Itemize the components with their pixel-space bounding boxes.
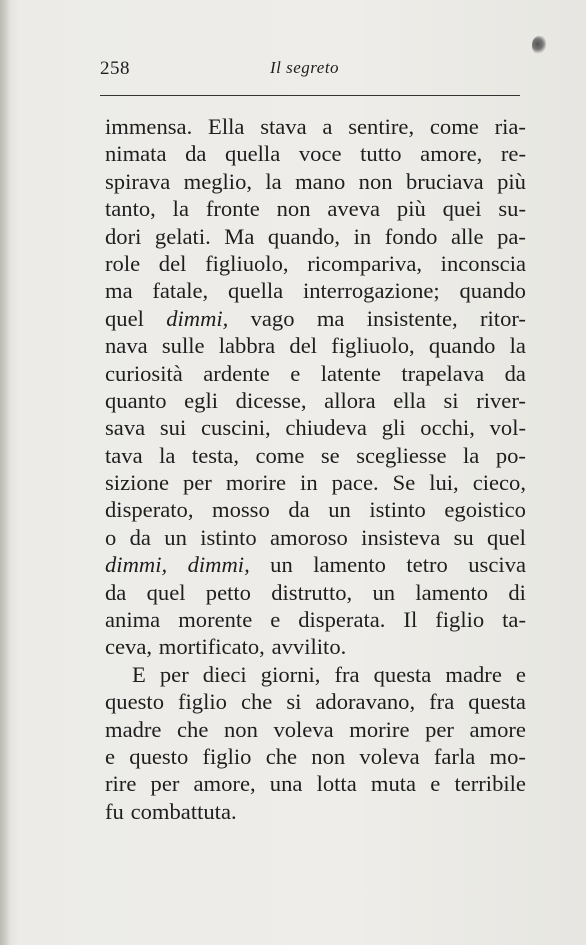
word: dori (105, 223, 142, 249)
word: questo (129, 743, 189, 769)
word: non (358, 168, 393, 194)
text-line (105, 223, 526, 250)
word: mano (295, 168, 346, 194)
word: questo (105, 689, 164, 715)
word: insisteva (361, 524, 441, 550)
word: ceva, (105, 634, 153, 660)
text-line (105, 496, 526, 523)
word: trapelava (401, 360, 485, 386)
text-line (105, 469, 526, 496)
word: alle (450, 223, 484, 249)
text-line (105, 113, 526, 140)
word: da (185, 141, 207, 167)
word: figlio (178, 689, 227, 715)
word: dimmi, (187, 552, 250, 578)
word: egli (184, 387, 219, 413)
word: e (270, 607, 281, 633)
word: ardente (203, 360, 270, 386)
text-line (105, 277, 526, 304)
word: lui, (429, 470, 459, 496)
word: sulle (161, 333, 205, 359)
word: aveva (327, 196, 381, 222)
word: role (105, 250, 141, 276)
word: river- (476, 387, 526, 413)
word: vol- (489, 415, 526, 441)
word: quanto (105, 387, 167, 413)
word: anima (105, 607, 161, 633)
word: un (270, 552, 293, 578)
word: interrogazione; (302, 278, 440, 304)
word: un (164, 524, 187, 550)
word: Ella (208, 114, 245, 139)
word: che (240, 689, 273, 715)
word: tutto (360, 141, 402, 167)
word: questa (468, 689, 526, 715)
word: ricompariva, (307, 250, 423, 276)
text-line (105, 551, 526, 578)
page-gutter-shadow (0, 0, 10, 945)
word: madre (105, 716, 162, 742)
word: dicesse, (235, 387, 307, 413)
word: insistente, (366, 305, 458, 331)
word: morire (225, 470, 287, 496)
word: scegliesse (356, 442, 447, 468)
word: per (182, 470, 212, 496)
word: quel (487, 524, 526, 550)
word: amoroso (270, 524, 348, 550)
word: dieci (202, 661, 247, 687)
word: fra (429, 689, 455, 715)
text-line (105, 716, 526, 743)
word: immensa. (105, 114, 193, 139)
word: si (443, 387, 459, 413)
word: di (508, 579, 526, 605)
word: fondo (384, 223, 438, 249)
text-line (105, 250, 526, 277)
word: meglio, (183, 168, 253, 194)
page-number: 258 (100, 58, 130, 79)
word: si (286, 689, 302, 715)
word: nava (105, 333, 148, 359)
word: tava (105, 442, 143, 468)
word: e (515, 661, 526, 687)
word: morire (349, 716, 410, 742)
word: del (158, 250, 187, 276)
word: da (129, 524, 151, 550)
word: questa (373, 661, 432, 687)
word: voce (298, 141, 342, 167)
word: amore (469, 716, 526, 742)
word: lamento (313, 552, 386, 578)
word: e (105, 743, 116, 769)
text-line (105, 688, 526, 715)
word: farla (433, 743, 476, 769)
word: petto (205, 579, 251, 605)
word: una (269, 771, 303, 797)
word: sui (159, 415, 187, 441)
word: usciva (468, 552, 526, 578)
text-line (105, 305, 526, 332)
word: la (159, 442, 176, 468)
word: per (159, 661, 189, 687)
word: non (276, 196, 311, 222)
word: distrutto, (271, 579, 353, 605)
body-text (105, 113, 526, 825)
word: che (177, 716, 209, 742)
word: quel (146, 579, 186, 605)
word: tetro (406, 552, 448, 578)
word: da (105, 579, 127, 605)
word: a (322, 114, 333, 139)
word: pace. (331, 470, 379, 496)
word: E (132, 661, 146, 687)
word: la (172, 196, 189, 222)
word: avvilito. (271, 634, 347, 660)
word: del (289, 333, 318, 359)
text-line (105, 140, 526, 167)
word: Se (392, 470, 416, 496)
word: ella (393, 387, 426, 413)
word: e (290, 360, 301, 386)
word: madre (445, 661, 502, 687)
text-line (105, 387, 526, 414)
word: non (223, 716, 258, 742)
word: Ma (224, 223, 255, 249)
word: su- (498, 196, 526, 222)
word: se (320, 442, 340, 468)
word: nimata (105, 141, 167, 167)
word: ria- (494, 114, 526, 139)
word: gli (381, 415, 406, 441)
word: bruciava (405, 168, 484, 194)
word: in (300, 470, 318, 496)
word: in (353, 223, 372, 249)
text-line (105, 633, 526, 660)
text-line (105, 360, 526, 387)
word: pa- (497, 223, 526, 249)
word: po- (495, 442, 526, 468)
word: disperata. (298, 607, 386, 633)
word: mosso (212, 497, 270, 523)
text-line (105, 606, 526, 633)
word: o (105, 524, 117, 550)
word: ma (316, 305, 345, 331)
word: quel (105, 305, 144, 331)
word: egoistico (444, 497, 526, 523)
word: cuscini, (201, 415, 271, 441)
word: sizione (105, 470, 169, 496)
word: più (396, 196, 426, 222)
word: lamento (415, 579, 489, 605)
word: muta (370, 771, 417, 797)
word: amore, (420, 141, 483, 167)
word: cieco, (472, 470, 526, 496)
word: la (509, 333, 526, 359)
word: allora (324, 387, 376, 413)
text-line (105, 414, 526, 441)
word: re- (500, 141, 526, 167)
word: fra (334, 661, 360, 687)
word: figliuolo, (331, 333, 415, 359)
word: più (497, 168, 526, 194)
word: istinto (200, 524, 257, 550)
word: inconscia (440, 250, 526, 276)
word: quei (442, 196, 482, 222)
text-line (105, 168, 526, 195)
word: labbra (218, 333, 276, 359)
word: fronte (205, 196, 260, 222)
word: occhi, (420, 415, 475, 441)
word: un (372, 579, 396, 605)
text-line (105, 661, 526, 688)
running-header (100, 58, 520, 88)
word: la (463, 442, 480, 468)
word: quando (459, 278, 526, 304)
word: dimmi, (105, 552, 168, 578)
text-line (105, 770, 526, 797)
word: fatale, (152, 278, 209, 304)
word: come (255, 442, 305, 468)
word: per (425, 716, 454, 742)
word: da (288, 497, 310, 523)
word: figlio (202, 743, 252, 769)
word: che (265, 743, 298, 769)
word: spirava (105, 168, 171, 194)
word: ritor- (479, 305, 526, 331)
word: morente (178, 607, 253, 633)
word: adoravano, (315, 689, 416, 715)
word: dimmi, (166, 305, 229, 331)
word: voleva (359, 743, 420, 769)
word: curiosità (105, 360, 183, 386)
word: quando (428, 333, 496, 359)
word: tanto, (105, 196, 156, 222)
word: latente (320, 360, 381, 386)
text-line (105, 332, 526, 359)
word: sentire, (348, 114, 415, 139)
word: quella (225, 141, 281, 167)
text-line (105, 798, 526, 825)
word: sava (105, 415, 146, 441)
word: vago (250, 305, 295, 331)
word: Il (403, 607, 418, 633)
word: istinto (369, 497, 426, 523)
word: la (265, 168, 282, 194)
running-title: Il segreto (270, 58, 340, 77)
word: fu (105, 798, 124, 824)
header-rule (100, 95, 520, 96)
word: ma (105, 278, 133, 304)
word: mo- (489, 743, 526, 769)
word: su (453, 524, 474, 550)
word: quando, (267, 223, 341, 249)
word: un (328, 497, 351, 523)
word: chiudeva (285, 415, 367, 441)
word: rire (105, 771, 137, 797)
word: disperato, (105, 497, 194, 523)
ink-blot (532, 36, 546, 54)
word: mortificato, (158, 634, 265, 660)
text-line (105, 442, 526, 469)
word: per (150, 771, 180, 797)
word: stava (260, 114, 307, 139)
word: non (311, 743, 346, 769)
word: amore, (193, 771, 256, 797)
word: giorni, (260, 661, 321, 687)
text-line (105, 524, 526, 551)
word: figlio (435, 607, 485, 633)
word: voleva (273, 716, 334, 742)
word: lotta (316, 771, 357, 797)
word: testa, (191, 442, 239, 468)
word: gelati. (154, 223, 211, 249)
word: da (504, 360, 526, 386)
word: figliuolo, (205, 250, 289, 276)
word: combattuta. (130, 798, 237, 824)
word: terribile (454, 771, 526, 797)
text-line (105, 579, 526, 606)
text-line (105, 743, 526, 770)
word: come (429, 114, 479, 139)
word: quella (227, 278, 284, 304)
word: e (430, 771, 441, 797)
word: ta- (502, 607, 526, 633)
text-line (105, 195, 526, 222)
